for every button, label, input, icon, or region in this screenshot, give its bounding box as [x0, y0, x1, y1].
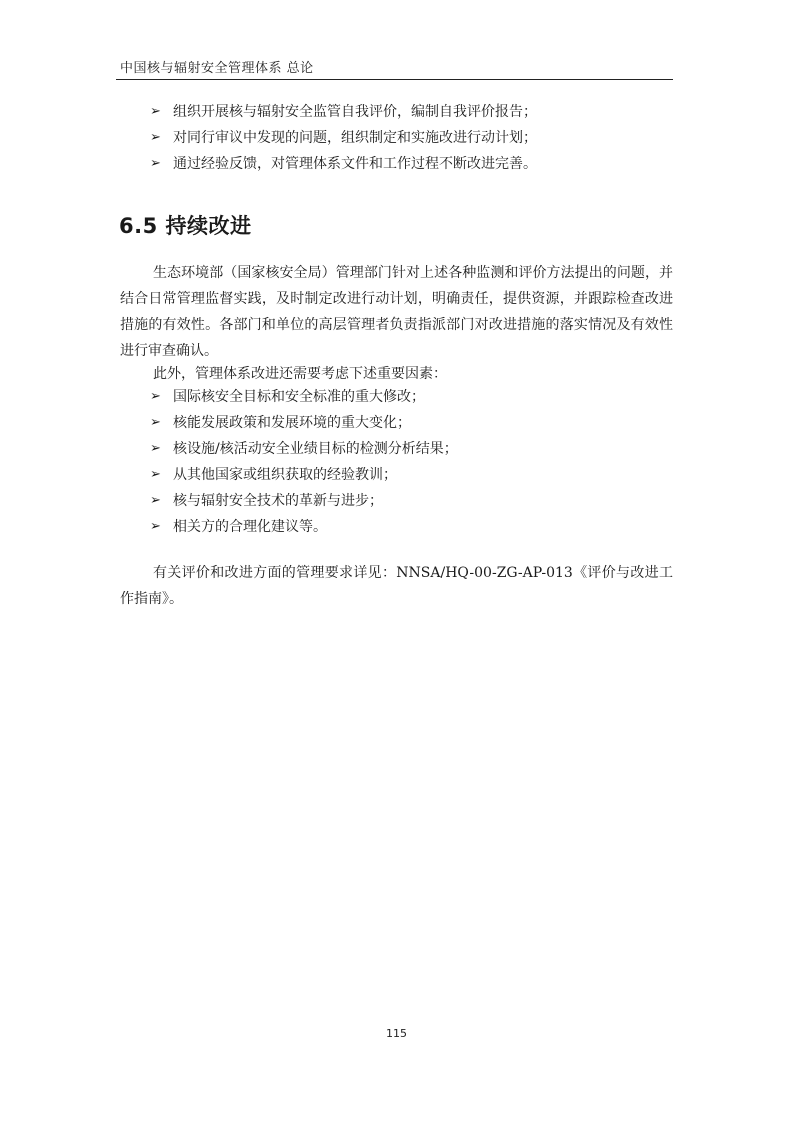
arrow-bullet-icon: ➢	[150, 130, 161, 145]
list-item: ➢ 核能发展政策和发展环境的重大变化；	[150, 410, 458, 436]
list-item: ➢ 国际核安全目标和安全标准的重大修改；	[150, 384, 458, 410]
page-number: 115	[386, 1027, 407, 1040]
list-item: ➢ 从其他国家或组织获取的经验教训；	[150, 462, 458, 488]
list-item: ➢ 组织开展核与辐射安全监管自我评价，编制自我评价报告；	[150, 99, 537, 125]
reference-paragraph: 有关评价和改进方面的管理要求详见：NNSA/HQ-00-ZG-AP-013《评价与改进工作指南》。	[120, 565, 673, 607]
list-item: ➢ 相关方的合理化建议等。	[150, 514, 458, 540]
factors-bullet-list	[150, 384, 458, 540]
intro-bullet-list	[150, 99, 537, 177]
list-item: ➢ 通过经验反馈，对管理体系文件和工作过程不断改进完善。	[150, 151, 537, 177]
arrow-bullet-icon: ➢	[150, 519, 161, 534]
arrow-bullet-icon: ➢	[150, 493, 161, 508]
arrow-bullet-icon: ➢	[150, 441, 161, 456]
list-item: ➢ 对同行审议中发现的问题，组织制定和实施改进行动计划；	[150, 125, 537, 151]
section-heading: 6.5 持续改进	[119, 214, 252, 238]
arrow-bullet-icon: ➢	[150, 467, 161, 482]
arrow-bullet-icon: ➢	[150, 156, 161, 171]
list-item: ➢ 核与辐射安全技术的革新与进步；	[150, 488, 458, 514]
body-paragraph: 此外，管理体系改进还需要考虑下述重要因素：	[153, 366, 447, 382]
arrow-bullet-icon: ➢	[150, 415, 161, 430]
header-rule	[116, 79, 673, 80]
arrow-bullet-icon: ➢	[150, 104, 161, 119]
list-item: ➢ 核设施/核活动安全业绩目标的检测分析结果；	[150, 436, 458, 462]
running-header: 中国核与辐射安全管理体系 总论	[120, 61, 314, 76]
body-paragraph: 生态环境部（国家核安全局）管理部门针对上述各种监测和评价方法提出的问题，并结合日常管理监督实践，及时制定改进行动计划，明确责任，提供资源，并跟踪检查改进措施的有效性。各部门和单位的高层管理者负责指派部门对改进措施的落实情况及有效性进行审查确认。	[120, 265, 673, 359]
arrow-bullet-icon: ➢	[150, 389, 161, 404]
